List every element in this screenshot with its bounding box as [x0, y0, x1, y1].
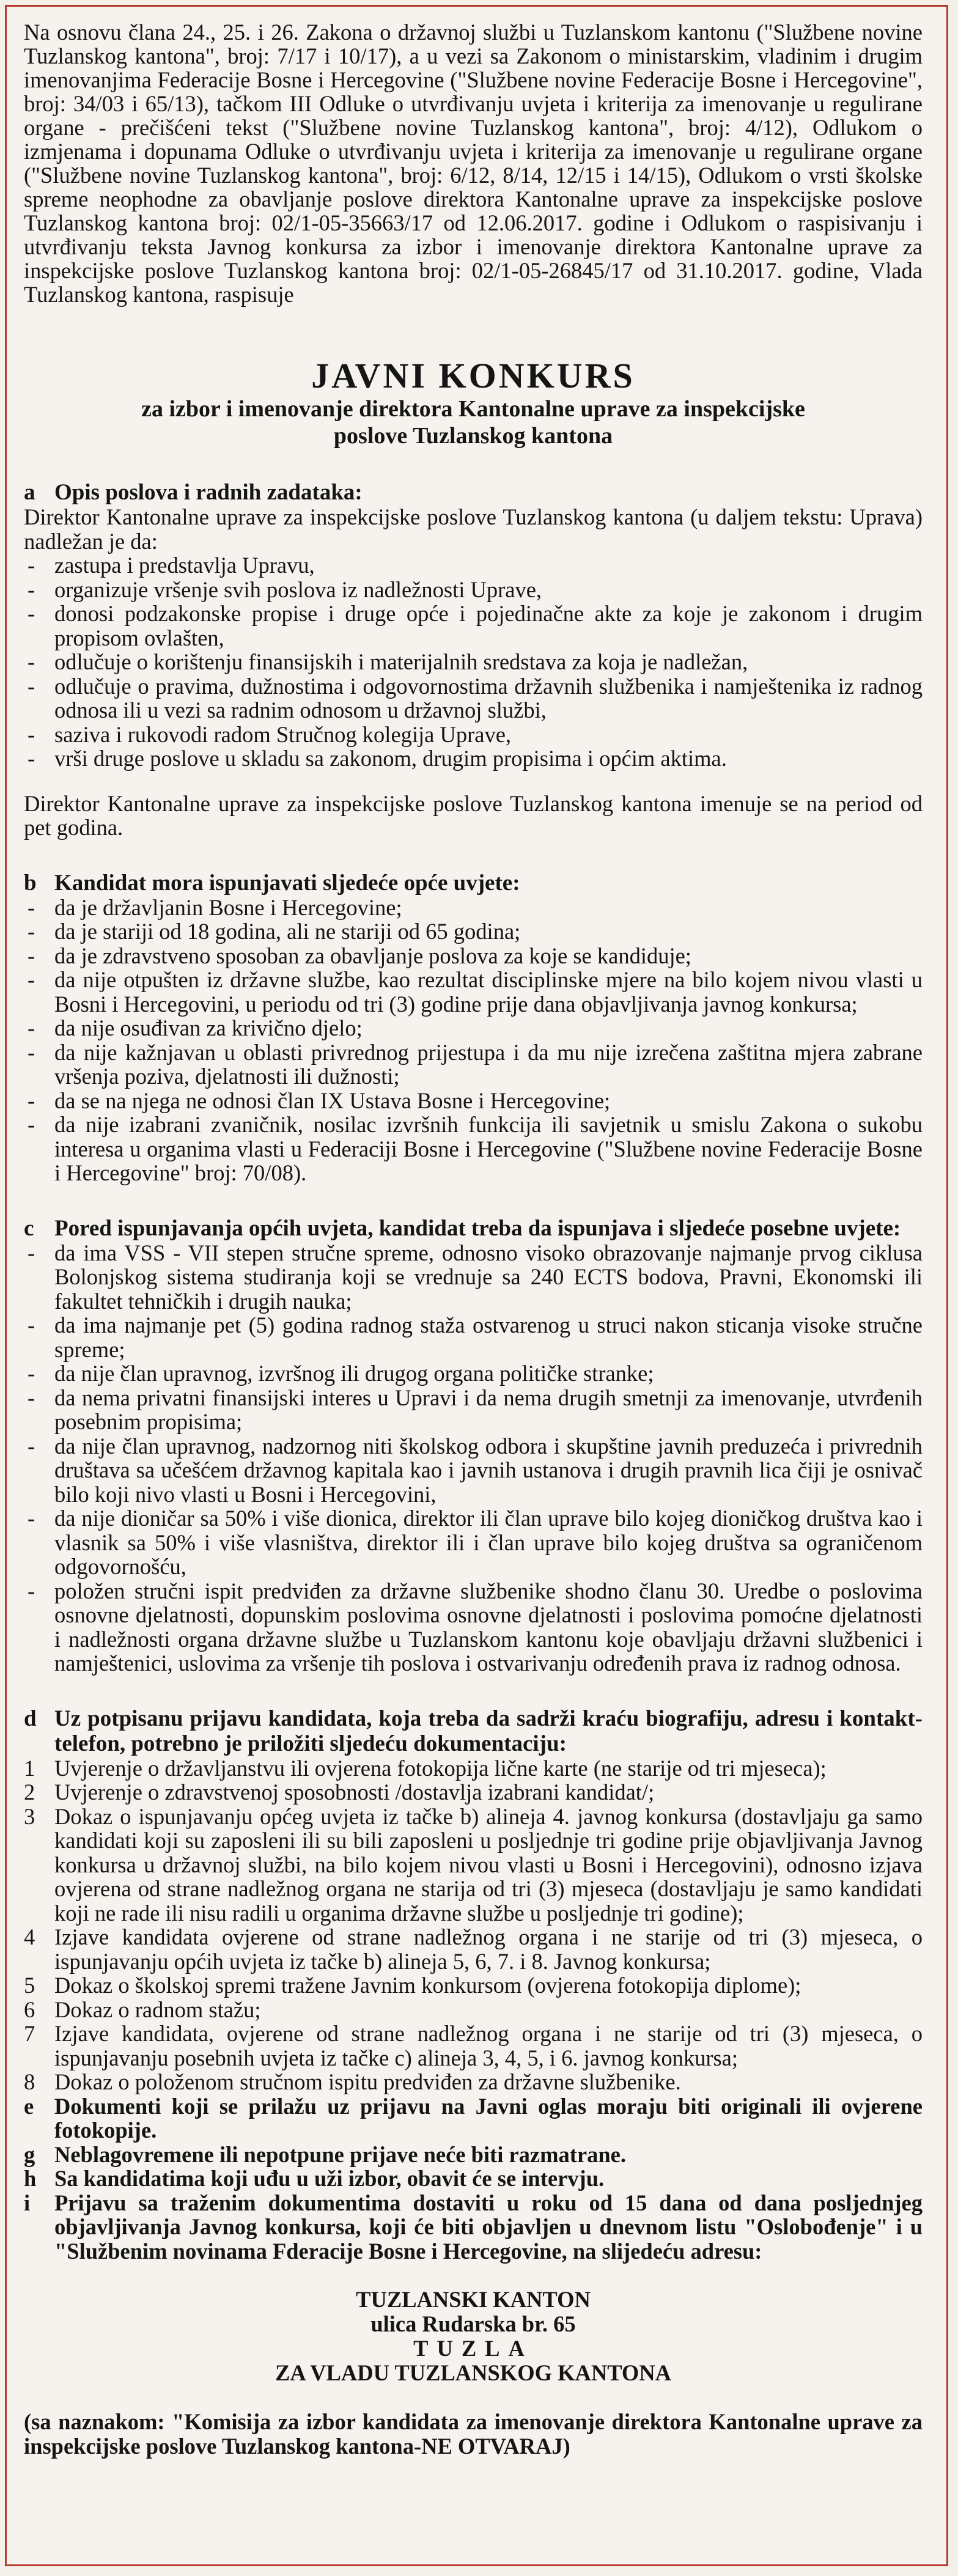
list-item: - da ima najmanje pet (5) godina radnog staža ostvarenog u struci nakon sticanja visoke stručne spreme;	[24, 1313, 923, 1361]
section-a	[24, 480, 923, 840]
notice-content	[24, 20, 923, 2459]
item-g	[24, 2143, 923, 2167]
address-line-2: ulica Rudarska br. 65	[370, 2311, 576, 2336]
list-item	[24, 2070, 923, 2094]
notice-subtitle-line2: poslove Tuzlanskog kantona	[333, 423, 613, 449]
section-c-list	[24, 1241, 923, 1676]
section-c-title: Pored ispunjavanja općih uvjeta, kandidat treba da ispunjava i sljedeće posebne uvjete:	[54, 1215, 901, 1241]
list-item	[24, 1780, 923, 1805]
list-item: - da je državljanin Bosne i Hercegovine;	[24, 896, 923, 920]
list-item: - da je stariji od 18 godina, ali ne stariji od 65 godina;	[24, 919, 923, 944]
item-text: Izjave kandidata ovjerene od strane nadležnog organa i ne starije od tri (3) mjeseca, o ispunjavanju općih uvjeta iz tačke b) alineja 5, 6, 7. i 8. Javnog konkursa;	[54, 1924, 923, 1974]
section-a-title: Opis poslova i radnih zadataka:	[54, 480, 363, 505]
list-item: - odlučuje o korištenju finansijskih i materijalnih sredstava za koja je nadležan,	[24, 650, 923, 674]
list-item: - da se na njega ne odnosi član IX Ustava Bosne i Hercegovine;	[24, 1089, 923, 1113]
list-item: - zastupa i predstavlja Upravu,	[24, 553, 923, 578]
list-item: - da nije dioničar sa 50% i više dionica, direktor ili član uprave bilo kojeg dioničkog društva kao i vlasnik sa 50% i više vlasništva, direktor ili i član uprave bilo kojeg društva sa ograničenom odgovornošću,	[24, 1506, 923, 1579]
list-item	[24, 1756, 923, 1781]
section-b-list	[24, 896, 923, 1185]
list-item: - donosi podzakonske propise i druge opće i pojedinačne akte za koje je zakonom i drugim propisom ovlašten,	[24, 602, 923, 650]
item-i-text: Prijavu sa traženim dokumentima dostaviti u roku od 15 dana od dana posljednjeg objavljivanja Javnog konkursa, koji će biti objavljen u dnevnom listu "Oslobođenje" i u "Službenim novinama Fderacije Bosne i Hercegovine, na slijedeću adresu:	[54, 2190, 923, 2264]
list-item: - da ima VSS - VII stepen stručne spreme, odnosno visoko obrazovanje najmanje prvog ciklusa Bolonjskog sistema studiranja koji se vrednuje sa 240 ECTS bodova, Pravni, Ekonomski ili fakultet tehničkih i drugih nauka;	[24, 1241, 923, 1314]
list-item	[24, 1805, 923, 1926]
list-item: - saziva i rukovodi radom Stručnog kolegija Uprave,	[24, 723, 923, 747]
item-h-text: Sa kandidatima koji uđu u uži izbor, obavit će se intervju.	[54, 2166, 605, 2191]
item-h-letter: h	[24, 2166, 37, 2191]
section-d-title: Uz potpisanu prijavu kandidata, koja treba da sadrži kraću biografiju, adresu i kontakt-telefon, potrebno je priložiti sljedeću dokumentaciju:	[54, 1706, 923, 1756]
mailing-address	[24, 2287, 923, 2385]
section-b	[24, 870, 923, 1185]
section-d-heading	[24, 1706, 923, 1756]
item-g-letter: g	[24, 2141, 35, 2167]
item-g-text: Neblagovremene ili nepotpune prijave neće biti razmatrane.	[54, 2141, 626, 2167]
item-number: 8	[24, 2069, 35, 2094]
item-text: Dokaz o položenom stručnom ispitu predviđen za državne službenike.	[54, 2069, 681, 2094]
section-a-closing: Direktor Kantonalne uprave za inspekcijske poslove Tuzlanskog kantona imenuje se na period od pet godina.	[24, 790, 923, 840]
notice-title: JAVNI KONKURS	[311, 356, 635, 396]
list-item: - da je zdravstveno sposoban za obavljanje poslova za koje se kandiduje;	[24, 944, 923, 968]
item-number: 5	[24, 1973, 35, 1998]
envelope-note: (sa naznakom: "Komisija za izbor kandidata za imenovanje direktora Kantonalne uprave za inspekcijske poslove Tuzlanskog kantona-NE OTVARAJ)	[24, 2409, 923, 2459]
list-item: - da nije kažnjavan u oblasti privrednog prijestupa i da mu nije izrečena zaštitna mjera zabrane vršenja poziva, djelatnosti ili dužnosti;	[24, 1040, 923, 1089]
list-item: - vrši druge poslove u skladu sa zakonom, drugim propisima i općim aktima.	[24, 746, 923, 771]
item-number: 2	[24, 1779, 35, 1805]
item-text: Izjave kandidata, ovjerene od strane nadležnog organa i ne starije od tri (3) mjeseca, o ispunjavanju posebnih uvjeta iz tačke c) alineja 3, 4, 5, i 6. javnog konkursa;	[54, 2021, 923, 2070]
item-text: Dokaz o ispunjavanju općeg uvjeta iz tačke b) alineja 4. javnog konkursa (dostavljaju ga samo kandidati koji su zaposleni ili su bili zaposleni u posljednje tri godine prije objavljivanja Javnog konkursa u državnoj službi, na bilo kojem nivou vlasti u Bosni i Hercegovini), odnosno izjava ovjerena od strane nadležnog organa ne starija od tri (3) mjeseca (dostavljaju je samo kandidati koji ne rade ili nisu radili u organima državne službe u posljednje tri godine);	[54, 1803, 923, 1926]
intro-paragraph: Na osnovu člana 24., 25. i 26. Zakona o državnoj službi u Tuzlanskom kantonu ("Službene novine Tuzlanskog kantona", broj: 7/17 i 10/17), a u vezi sa Zakonom o ministarskim, vladinim i drugim imenovanjima Federacije Bosne i Hercegovine ("Službene novine Federacije Bosne i Hercegovine", broj: 34/03 i 65/13), tačkom III Odluke o utvrđivanju uvjeta i kriterija za imenovanje u regulirane organe - prečišćeni tekst ("Službene novine Tuzlanskog kantona", broj: 4/12), Odlukom o izmjenama i dopunama Odluke o utvrđivanju uvjeta i kriterija za imenovanje u regulirane organe ("Službene novine Tuzlanskog kantona", broj: 6/12, 8/14, 12/15 i 14/15), Odlukom o vrsti školske spreme neophodne za obavljanje poslove direktora Kantonalne uprave za inspekcijske poslove Tuzlanskog kantona broj: 02/1-05-35663/17 od 12.06.2017. godine i Odlukom o raspisivanju i utvrđivanju teksta Javnog konkursa za izbor i imenovanje direktora Kantonalne uprave za inspekcijske poslove Tuzlanskog kantona broj: 02/1-05-26845/17 od 31.10.2017. godine, Vlada Tuzlanskog kantona, raspisuje	[24, 20, 923, 307]
item-number: 1	[24, 1755, 35, 1781]
list-item	[24, 2022, 923, 2070]
section-c	[24, 1216, 923, 1676]
list-item: - da nije član upravnog, nadzornog niti školskog odbora i skupštine javnih preduzeća i privrednih društava sa učešćem državnog kapitala kao i javnih ustanova i drugih pravnih lica čiji je osnivač bilo koji nivo vlasti u Bosni i Hercegovini,	[24, 1434, 923, 1507]
list-item: - organizuje vršenje svih poslova iz nadležnosti Uprave,	[24, 578, 923, 602]
item-number: 4	[24, 1924, 35, 1949]
item-e-letter: e	[24, 2093, 34, 2119]
item-i	[24, 2191, 923, 2264]
list-item: - da nije osuđivan za krivično djelo;	[24, 1016, 923, 1040]
section-d-letter: d	[24, 1706, 37, 1731]
address-line-1: TUZLANSKI KANTON	[356, 2287, 591, 2312]
list-item	[24, 1925, 923, 1973]
notice-subtitle-line1: za izbor i imenovanje direktora Kantonalne uprave za inspekcijske	[141, 396, 805, 422]
item-number: 7	[24, 2021, 35, 2046]
section-c-heading	[24, 1216, 923, 1241]
list-item: - položen stručni ispit predviđen za državne službenike shodno članu 30. Uredbe o poslovima osnovne djelatnosti, dopunskim poslovima osnovne djelatnosti i poslovima pomoćne djelatnosti i nadležnosti organa državne službe u Tuzlanskom kantonu koje obavljaju državni službenici i namještenici, uslovima za vršenje tih poslova i ostvarivanju određenih prava iz radnog odnosa.	[24, 1579, 923, 1676]
section-d-list	[24, 1756, 923, 2094]
list-item: - da nije član upravnog, izvršnog ili drugog organa političke stranke;	[24, 1361, 923, 1386]
section-a-letter: a	[24, 480, 35, 505]
item-i-letter: i	[24, 2190, 31, 2215]
section-a-intro: Direktor Kantonalne uprave za inspekcijske poslove Tuzlanskog kantona (u daljem tekstu: Uprava) nadležan je da:	[24, 504, 923, 554]
list-item: - odlučuje o pravima, dužnostima i odgovornostima državnih službenika i namještenika iz radnog odnosa ili u vezi sa radnim odnosom u državnoj službi,	[24, 674, 923, 723]
list-item: - da nije izabrani zvaničnik, nosilac izvršnih funkcija ili savjetnik u smislu Zakona o sukobu interesa u organima vlasti u Federaciji Bosne i Hercegovine ("Službene novine Federacije Bosne i Hercegovine" broj: 70/08).	[24, 1113, 923, 1185]
list-item	[24, 1998, 923, 2022]
item-h	[24, 2166, 923, 2191]
item-e-text: Dokumenti koji se prilažu uz prijavu na Javni oglas moraju biti originali ili ovjerene fotokopije.	[54, 2093, 923, 2143]
item-e	[24, 2094, 923, 2143]
section-c-letter: c	[24, 1215, 34, 1241]
item-text: Dokaz o školskoj spremi tražene Javnim konkursom (ovjerena fotokopija diplome);	[54, 1973, 801, 1998]
section-a-list	[24, 553, 923, 771]
section-b-title: Kandidat mora ispunjavati sljedeće opće uvjete:	[54, 870, 520, 896]
address-line-3: TUZLA	[413, 2336, 533, 2361]
item-number: 3	[24, 1803, 35, 1829]
address-line-4: ZA VLADU TUZLANSKOG KANTONA	[275, 2360, 672, 2385]
item-text: Uvjerenje o državljanstvu ili ovjerena fotokopija lične karte (ne starije od tri mjeseca);	[54, 1755, 827, 1781]
list-item: - da nema privatni finansijski interes u Upravi i da nema drugih smetnji za imenovanje, utvrđenih posebnim propisima;	[24, 1386, 923, 1434]
section-d	[24, 1706, 923, 2264]
section-a-heading	[24, 480, 923, 505]
section-b-heading	[24, 870, 923, 896]
item-text: Uvjerenje o zdravstvenoj sposobnosti /dostavlja izabrani kandidat/;	[54, 1779, 655, 1805]
list-item	[24, 1973, 923, 1998]
item-text: Dokaz o radnom stažu;	[54, 1996, 261, 2022]
section-b-letter: b	[24, 870, 37, 896]
list-item: - da nije otpušten iz državne službe, kao rezultat disciplinske mjere na bilo kojem nivou vlasti u Bosni i Hercegovini, u periodu od tri (3) godine prije dana objavljivanja javnog konkursa;	[24, 968, 923, 1016]
item-number: 6	[24, 1996, 35, 2022]
notice-frame	[5, 5, 948, 2566]
